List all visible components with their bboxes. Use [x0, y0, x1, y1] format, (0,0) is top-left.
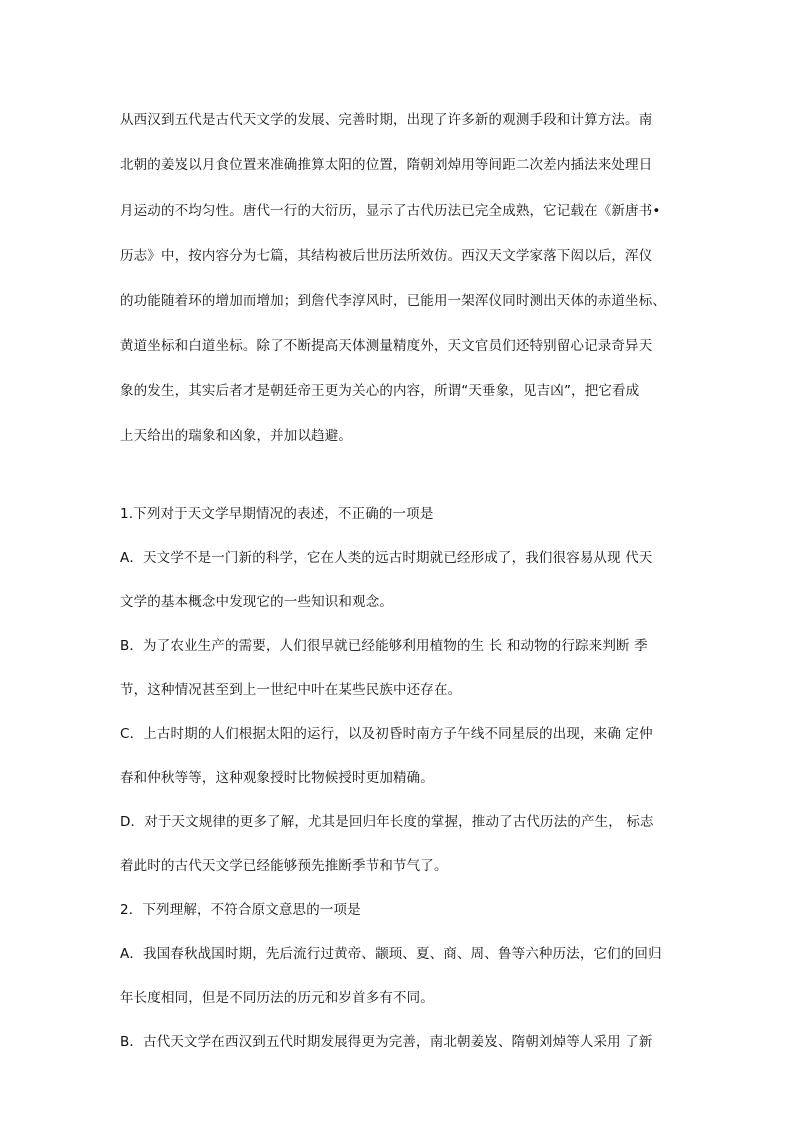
- question-1-option-c-cont: 春和仲秋等等，这种观象授时比物候授时更加精确。: [120, 770, 434, 786]
- passage-line: 上天给出的瑞象和凶象，并加以趋避。: [120, 428, 353, 444]
- question-1-option-c: C．上古时期的人们根据太阳的运行，以及初昏时南方子午线不同星辰的出现，来确 定仲: [120, 726, 653, 742]
- passage-line: 从西汉到五代是古代天文学的发展、完善时期，出现了许多新的观测手段和计算方法。南: [120, 112, 653, 128]
- question-2-option-b: B．古代天文学在西汉到五代时期发展得更为完善，南北朝姜岌、隋朝刘焯等人采用 了新: [120, 1034, 653, 1050]
- question-1-option-b-cont: 节，这种情况甚至到上一世纪中叶在某些民族中还存在。: [120, 682, 462, 698]
- passage-line: 月运动的不均匀性。唐代一行的大衍历，显示了古代历法已完全成熟，它记载在《新唐书•: [120, 203, 661, 219]
- question-2-stem: 2．下列理解，不符合原文意思的一项是: [120, 902, 361, 918]
- passage-line: 黄道坐标和白道坐标。除了不断提高天体测量精度外，天文官员们还特别留心记录奇异天: [120, 338, 653, 354]
- question-2-option-a-cont: 年长度相同，但是不同历法的历元和岁首多有不同。: [120, 990, 434, 1006]
- question-1-option-b: B．为了农业生产的需要，人们很早就已经能够利用植物的生 长 和动物的行踪来判断 季: [120, 638, 648, 654]
- passage-line: 北朝的姜岌以月食位置来准确推算太阳的位置，隋朝刘焯用等间距二次差内插法来处理日: [120, 157, 653, 173]
- question-1-stem: 1.下列对于天文学早期情况的表述，不正确的一项是: [120, 506, 434, 522]
- question-1-option-d: D．对于天文规律的更多了解，尤其是回归年长度的掌握，推动了古代历法的产生， 标志: [120, 814, 654, 830]
- passage-line: 象的发生，其实后者才是朝廷帝王更为关心的内容，所谓“天垂象，见吉凶”，把它看成: [120, 383, 640, 399]
- question-1-option-a-cont: 文学的基本概念中发现它的一些知识和观念。: [120, 594, 393, 610]
- passage-line: 的功能随着环的增加而增加；到詹代李淳风时，已能用一架浑仪同时测出天体的赤道坐标、: [120, 293, 666, 309]
- passage-line: 历志》中，按内容分为七篇，其结构被后世历法所效仿。西汉天文学家落下闳以后，浑仪: [120, 248, 653, 264]
- question-1-option-a: A．天文学不是一门新的科学，它在人类的远古时期就已经形成了，我们很容易从现 代天: [120, 550, 653, 566]
- question-2-option-a: A．我国春秋战国时期，先后流行过黄帝、颛顼、夏、商、周、鲁等六种历法，它们的回归: [120, 946, 662, 962]
- question-1-option-d-cont: 着此时的古代天文学已经能够预先推断季节和节气了。: [120, 858, 448, 874]
